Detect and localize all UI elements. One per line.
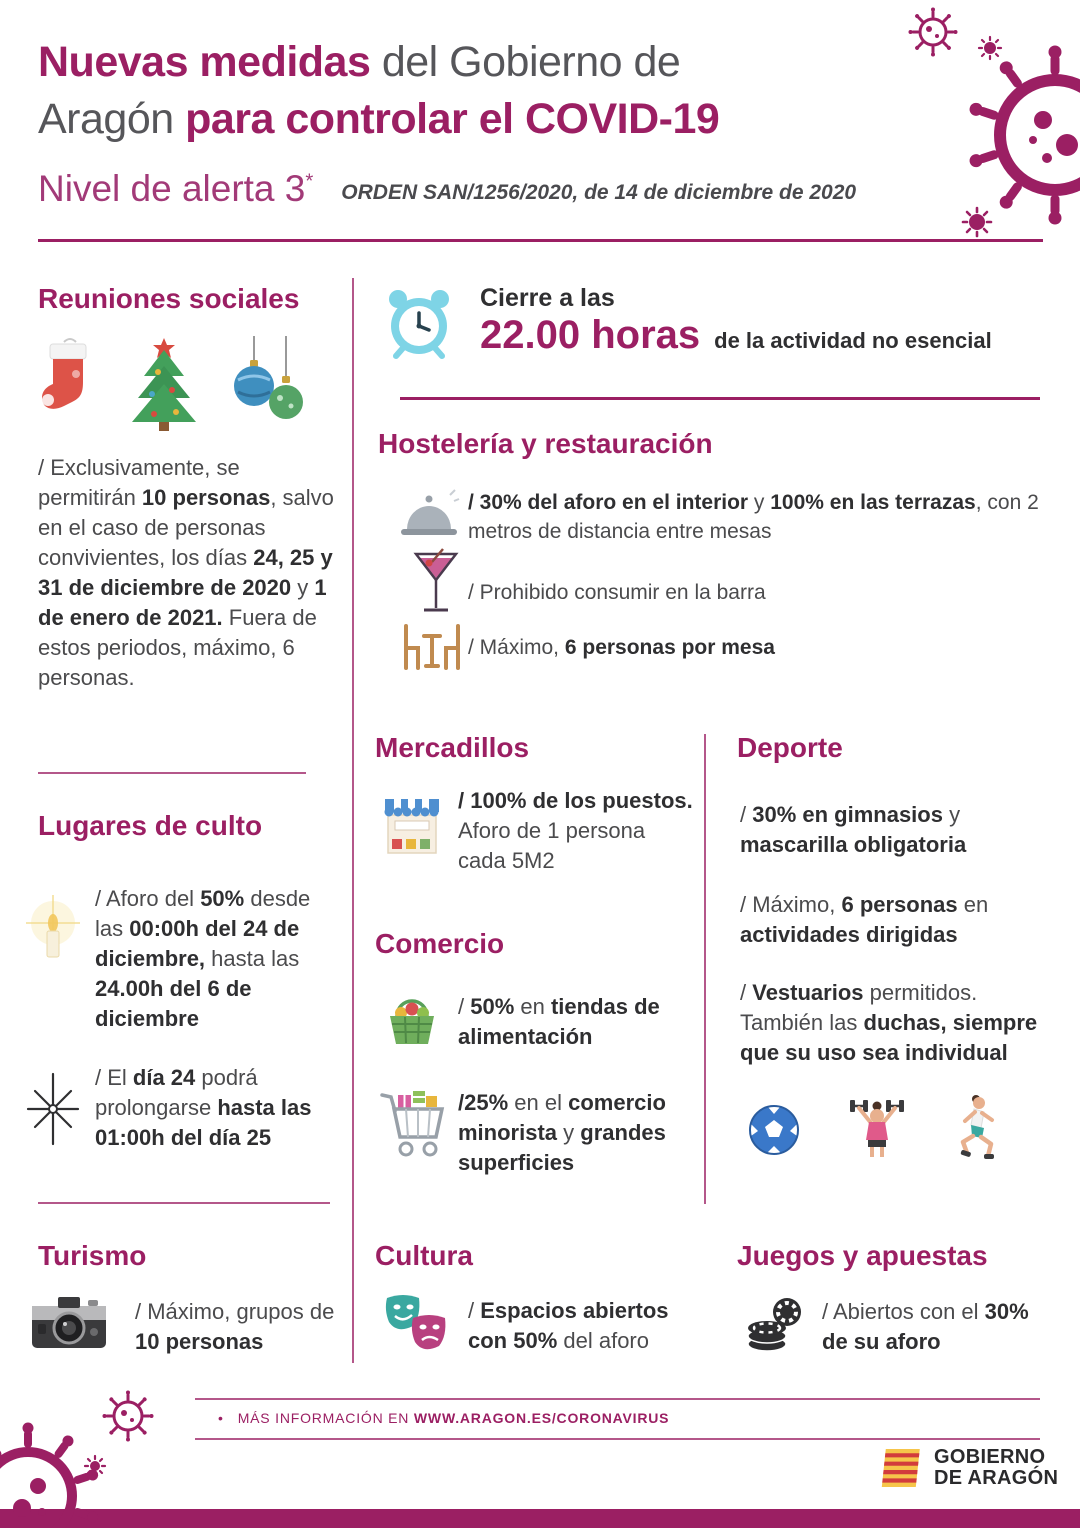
theater-masks-icon xyxy=(383,1292,449,1356)
header-divider xyxy=(38,239,1043,242)
market-stall-icon xyxy=(383,795,441,857)
christmas-stocking-icon xyxy=(36,336,98,432)
footer-divider-top xyxy=(195,1398,1040,1400)
curfew-section xyxy=(480,284,1045,358)
section-heading-turismo: Turismo xyxy=(38,1240,147,1271)
comercio-item-1: / 50% en tiendas de alimentación xyxy=(458,994,660,1049)
deporte-item-1: / 30% en gimnasios y mascarilla obligatoria xyxy=(740,802,967,857)
footer-divider-bottom xyxy=(195,1438,1040,1440)
section-heading-mercadillos: Mercadillos xyxy=(375,732,530,763)
hosteleria-item-2: / Prohibido consumir en la barra xyxy=(468,581,766,604)
christmas-icons-row xyxy=(36,336,306,432)
table-and-chairs-icon xyxy=(400,622,464,672)
alert-level: Nivel de alerta 3* xyxy=(38,168,314,209)
camera-icon xyxy=(30,1292,108,1352)
star-icon xyxy=(20,1072,86,1146)
section-heading-hosteleria: Hostelería y restauración xyxy=(378,428,713,459)
culto-item-2: / El día 24 podrá prolongarse hasta las 01:00h del día 25 xyxy=(95,1065,312,1150)
section-heading-deporte: Deporte xyxy=(737,732,843,763)
logo-line1: GOBIERNO xyxy=(934,1446,1046,1468)
deporte-item-3: / Vestuarios permitidos. También las duchas, siempre que su uso sea individual xyxy=(740,980,1038,1065)
gobierno-aragon-logo xyxy=(878,1447,1058,1489)
order-reference: ORDEN SAN/1256/2020, de 14 de diciembre de 2020 xyxy=(341,181,857,204)
shopping-cart-icon xyxy=(378,1085,448,1165)
hosteleria-item-1: / 30% del aforo en el interior y 100% en las terrazas, con 2 metros de distancia entre mesas xyxy=(468,491,1039,543)
column-divider-left xyxy=(352,278,354,1363)
poker-chips-icon xyxy=(745,1294,805,1352)
christmas-tree-icon xyxy=(122,336,206,432)
deporte-item-2: / Máximo, 6 personas en actividades dirigidas xyxy=(740,892,989,947)
alert-level-row xyxy=(38,168,856,210)
hosteleria-item-3: / Máximo, 6 personas por mesa xyxy=(468,636,775,659)
section-heading-cultura: Cultura xyxy=(375,1240,473,1271)
curfew-tail: de la actividad no esencial xyxy=(714,328,992,353)
page-title-line2: Aragón para controlar el COVID-19 xyxy=(38,95,720,143)
soccer-ball-icon xyxy=(748,1104,800,1156)
cocktail-icon xyxy=(412,548,460,618)
divider xyxy=(38,1202,330,1204)
running-icon xyxy=(948,1094,1000,1160)
candle-glow-icon xyxy=(18,893,88,973)
turismo-text: / Máximo, grupos de 10 personas xyxy=(135,1299,335,1354)
curfew-lead: Cierre a las xyxy=(480,284,615,312)
column-divider-middle xyxy=(704,734,706,1204)
curfew-time: 22.00 horas xyxy=(480,313,701,357)
weightlifting-icon xyxy=(848,1094,906,1158)
alert-asterisk: * xyxy=(305,170,314,193)
comercio-item-2: /25% en el comercio minorista y grandes superficies xyxy=(458,1090,666,1175)
grocery-basket-icon xyxy=(383,990,441,1048)
juegos-text: / Abiertos con el 30% de su aforo xyxy=(822,1299,1029,1354)
mercadillos-text: / 100% de los puestos. Aforo de 1 persona cada 5M2 xyxy=(458,788,693,873)
page-title xyxy=(38,34,868,148)
coronavirus-icon xyxy=(905,0,1080,265)
serving-dish-icon xyxy=(398,487,460,545)
page-title-line1: Nuevas medidas del Gobierno de xyxy=(38,38,681,86)
footer-info: • MÁS INFORMACIÓN EN WWW.ARAGON.ES/CORONAVIRUS xyxy=(218,1410,670,1426)
cultura-text: / Espacios abiertos con 50% del aforo xyxy=(468,1298,669,1353)
section-heading-culto: Lugares de culto xyxy=(38,810,263,841)
logo-line2: DE ARAGÓN xyxy=(934,1467,1059,1489)
divider xyxy=(38,772,306,774)
section-heading-juegos: Juegos y apuestas xyxy=(737,1240,988,1271)
section-heading-comercio: Comercio xyxy=(375,928,505,959)
reuniones-text: / Exclusivamente, se permitirán 10 personas, salvo en el caso de personas convivientes, los días 24, 25 y 31 de diciembre de 2020 y 1 de enero de 2021. Fuera de estos periodos, máximo, 6 personas. xyxy=(38,455,334,690)
alarm-clock-icon xyxy=(383,282,455,360)
curfew-divider xyxy=(400,397,1040,400)
baubles-icon xyxy=(230,336,306,432)
aragon-flag-icon xyxy=(878,1447,924,1489)
coronavirus-icon xyxy=(0,1378,200,1528)
section-heading-reuniones: Reuniones sociales xyxy=(38,283,300,314)
logo-text xyxy=(934,1447,1058,1489)
culto-item-1: / Aforo del 50% desde las 00:00h del 24 de diciembre, hasta las 24.00h del 6 de diciembre xyxy=(95,886,311,1031)
